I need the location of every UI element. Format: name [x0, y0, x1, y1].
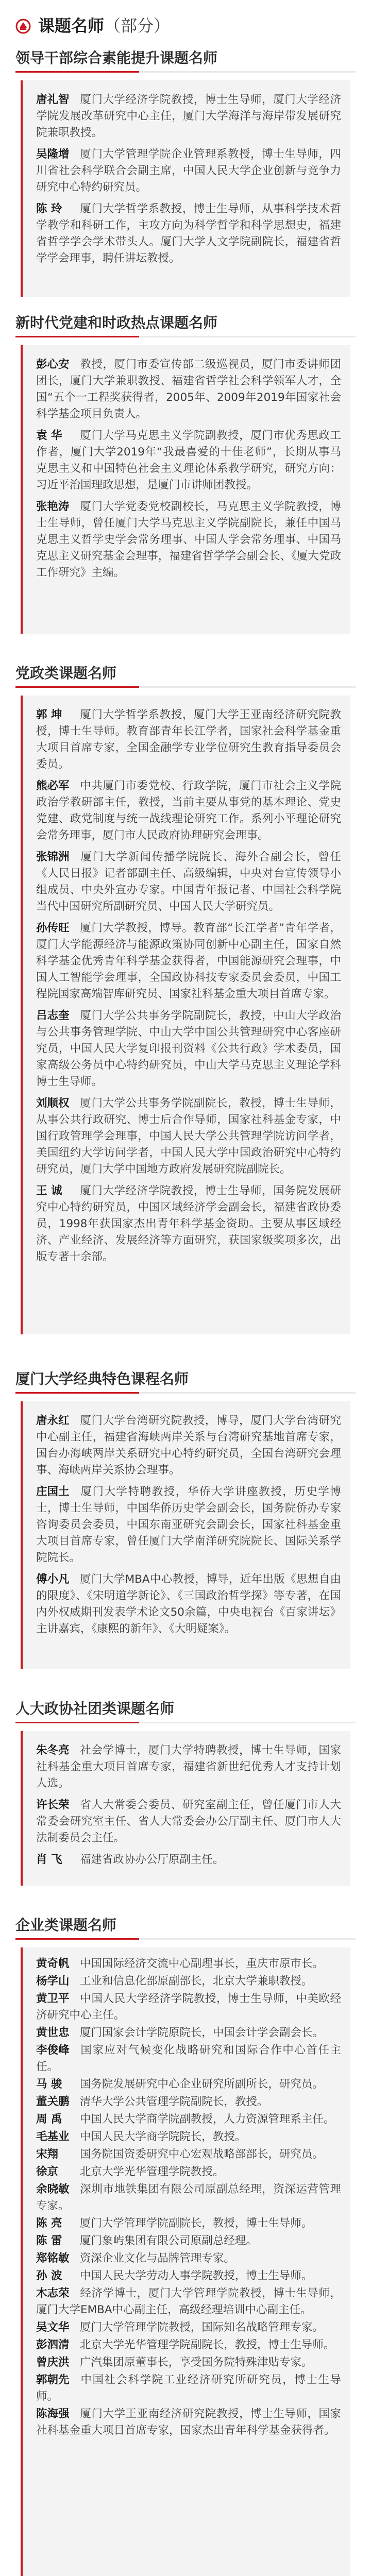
list-item — [36, 1991, 341, 2024]
entry-name: 李俊峰 — [36, 2044, 70, 2057]
entry-desc: 厦门大学党委党校副校长，马克思主义学院教授，博士生导师，曾任厦门大学马克思主义学院副院长，兼任中国马克思主义哲学史学会常务理事、中国人学会常务理事、中国马克思主义研究基金会理事，福建省哲学学会副会长、《厦大党政工作研究》主编。 — [36, 500, 341, 579]
section-rule — [15, 1938, 356, 1940]
entry-desc: 厦门大学管理学院副院长，教授，博士生导师。 — [79, 2217, 313, 2230]
entry-name: 曾庆洪 — [36, 2356, 70, 2369]
section-rule — [15, 71, 356, 73]
list-item — [36, 2406, 341, 2439]
section-rule — [15, 1392, 356, 1394]
section-party-building — [0, 314, 371, 634]
entry-desc: 厦门象屿集团有限公司原副总经理。 — [79, 2234, 257, 2247]
entry-name: 杨学山 — [36, 1975, 70, 1988]
entry-name: 陈 亮 — [36, 2217, 62, 2230]
section-title: 人大政协社团类课题名师 — [15, 1700, 175, 1717]
entry-desc: 北京大学光华管理学院教授。 — [79, 2165, 224, 2178]
list-item — [36, 92, 341, 141]
section-rule — [15, 1722, 356, 1723]
entry-name: 郭朝先 — [36, 2374, 70, 2386]
entry-name: 吴隆增 — [36, 148, 70, 161]
list-item — [36, 920, 341, 1003]
list-item — [36, 357, 341, 422]
section-xmu-courses — [0, 1370, 371, 1669]
entry-list — [36, 357, 341, 586]
entry-name: 木志荣 — [36, 2287, 70, 2300]
entry-desc: 厦门大学台湾研究院教授，博导，厦门大学台湾研究中心副主任，福建省海峡两岸关系与台湾研究基地首席专家，国台办海峡两岸关系研究中心特约研究员，全国台湾研究会理事、海峡两岸关系协会理事。 — [36, 1414, 341, 1477]
list-item — [36, 2094, 341, 2110]
list-item — [36, 2268, 341, 2284]
section-panel — [21, 1731, 350, 1886]
entry-name: 陈 玲 — [36, 202, 62, 215]
list-item — [36, 2250, 341, 2267]
list-item — [36, 778, 341, 844]
section-title: 厦门大学经典特色课程名师 — [15, 1370, 189, 1387]
section-panel — [21, 1401, 350, 1669]
section-title: 企业类课题名师 — [15, 1917, 117, 1934]
list-item — [36, 1484, 341, 1566]
list-item — [36, 2285, 341, 2318]
list-item — [36, 2164, 341, 2180]
entry-name: 王 诚 — [36, 1184, 62, 1197]
entry-name: 熊必军 — [36, 779, 70, 792]
list-item — [36, 2181, 341, 2214]
section-panel — [21, 80, 350, 297]
entry-name: 孙 波 — [36, 2269, 62, 2282]
list-item — [36, 428, 341, 494]
entry-desc: 教授，厦门市委宣传部二级巡视员，厦门市委讲师团团长，厦门大学兼职教授、福建省哲学社会科学领军人才，全国“五个一工程奖获得者，2005年、2009年2019年国家社会科学基金项目负责人。 — [36, 358, 341, 420]
entry-name: 徐京 — [36, 2165, 59, 2178]
entry-desc: 社会学博士，厦门大学特聘教授，博士生导师，国家社科基金重大项目首席专家，福建省新世纪优秀人才支持计划人选。 — [36, 1744, 341, 1790]
page-title — [38, 15, 170, 36]
list-item — [36, 1956, 341, 1972]
entry-name: 吴文华 — [36, 2321, 70, 2334]
list-item — [36, 2076, 341, 2093]
entry-desc: 中国人民大学经济学院教授，博士生导师，中美欧经济研究中心主任。 — [36, 1992, 341, 2022]
entry-desc: 工业和信息化部原副部长，北京大学兼职教授。 — [79, 1975, 313, 1988]
entry-name: 余晓敏 — [36, 2183, 70, 2196]
entry-desc: 国家应对气候变化战略研究和国际合作中心首任主任。 — [36, 2044, 341, 2073]
entry-desc: 厦门大学经济学院教授，博士生导师，厦门大学经济学院发展改革研究中心主任，厦门大学海洋与海岸带发展研究院兼职教授。 — [36, 93, 341, 139]
entry-list — [36, 92, 341, 272]
entry-name: 董关鹏 — [36, 2095, 70, 2108]
section-panel — [21, 1947, 350, 2576]
entry-name: 黄奇帆 — [36, 1957, 70, 1970]
list-item — [36, 2215, 341, 2232]
section-title: 领导干部综合素能提升课题名师 — [15, 49, 218, 66]
entry-desc: 中国国际经济交流中心副理事长，重庆市原市长。 — [79, 1957, 324, 1970]
entry-desc: 省人大常委会委员、研究室副主任，曾任厦门市人大常委会研究室主任、省人大常委会办公厅副主任、厦门市人大法制委员会主任。 — [36, 1799, 341, 1844]
entry-desc: 中国社会科学院工业经济研究所研究员，博士生导师。 — [36, 2374, 341, 2403]
section-title: 党政类课题名师 — [15, 665, 117, 682]
page-title-main: 课题名师 — [38, 16, 105, 36]
entry-name: 郭 坤 — [36, 708, 62, 721]
list-item — [36, 1413, 341, 1479]
list-item — [36, 1008, 341, 1090]
list-item — [36, 2025, 341, 2041]
list-item — [36, 1797, 341, 1846]
entry-desc: 厦门大学MBA中心教授，博导，近年出版《思想自由的限度》、《宋明道学新论》、《三国政治哲学探》等专著，在国内外权威期刊发表学术论文50余篇，中央电视台《百家讲坛》主讲嘉宾，《康熙的新年》、《大明疑案》。 — [36, 1573, 341, 1635]
entry-desc: 清华大学公共管理学院副院长，教授。 — [79, 2095, 268, 2108]
entry-desc: 厦门大学特聘教授，华侨大学讲座教授，历史学博士，博士生导师，中国华侨历史学会副会长，国务院侨办专家咨询委员会委员，中国东南亚研究会副会长，国家社科基金重大项目首席专家，曾任厦门大学南洋研究院院长、国际关系学院院长。 — [36, 1485, 341, 1564]
section-leadership — [0, 49, 371, 307]
list-item — [36, 2233, 341, 2249]
entry-desc: 厦门大学管理学院教授，国际知名战略管理专家。 — [79, 2321, 324, 2334]
entry-name: 孙传旺 — [36, 922, 70, 935]
entry-name: 周 禹 — [36, 2113, 62, 2126]
list-item — [36, 1742, 341, 1792]
list-item — [36, 201, 341, 267]
list-item — [36, 707, 341, 773]
entry-desc: 中国人民大学劳动人事学院教授，博士生导师。 — [79, 2269, 313, 2282]
entry-desc: 厦门大学公共事务学院副院长，教授，博士生导师，从事公共行政研究、博士后合作导师，国家社科基金专家，中国行政管理学会理事，中国人民大学公共管理学院访问学者，美国纽约大学访问学者，中国人民大学中国政治研究中心特约研究员，厦门大学中国地方政府发展研究院副院长。 — [36, 1097, 341, 1176]
entry-desc: 厦门大学马克思主义学院副教授，厦门市优秀思政工作者，厦门大学2019年“我最喜爱的十佳老师”，长期从事马克思主义和中国特色社会主义理论体系教学研究，研究方向：习近平治国理政思想，是厦门市讲师团教授。 — [36, 429, 341, 492]
logo-mark-icon — [15, 19, 31, 34]
section-rule — [15, 686, 356, 688]
entry-name: 唐永红 — [36, 1414, 70, 1427]
entry-name: 许长荣 — [36, 1799, 70, 1811]
entry-desc: 福建省政协办公厅原副主任。 — [79, 1853, 224, 1866]
entry-desc: 国务院国资委研究中心宏观战略部部长，研究员。 — [79, 2148, 324, 2161]
entry-name: 郑铭敏 — [36, 2252, 70, 2265]
section-party-government — [0, 665, 371, 1334]
entry-desc: 深圳市地铁集团有限公司原副总经理，资深运营管理专家。 — [36, 2183, 341, 2212]
list-item — [36, 2319, 341, 2336]
list-item — [36, 1852, 341, 1868]
entry-desc: 国务院发展研究中心企业研究所副所长，研究员。 — [79, 2078, 324, 2091]
list-item — [36, 2042, 341, 2075]
entry-desc: 厦门国家会计学院原院长，中国会计学会副会长。 — [79, 2026, 324, 2039]
list-item — [36, 1973, 341, 1990]
list-item — [36, 2337, 341, 2353]
list-item — [36, 2354, 341, 2371]
list-item — [36, 1095, 341, 1178]
entry-name: 张锦洲 — [36, 851, 70, 863]
entry-list — [36, 1742, 341, 1873]
entry-name: 陈 雷 — [36, 2234, 62, 2247]
entry-name: 张艳涛 — [36, 500, 70, 513]
entry-name: 宋翔 — [36, 2148, 59, 2161]
entry-name: 黄世忠 — [36, 2026, 70, 2039]
entry-desc: 北京大学光华管理学院副院长，教授，博士生导师。 — [79, 2338, 335, 2351]
list-item — [36, 2146, 341, 2163]
entry-name: 黄卫平 — [36, 1992, 70, 2005]
entry-name: 袁 华 — [36, 429, 62, 442]
entry-list — [36, 1956, 341, 2440]
entry-desc: 厦门大学王亚南经济研究院教授，博士生导师，国家社科基金重大项目首席专家，国家杰出青年科学基金获得者。 — [36, 2408, 341, 2437]
entry-list — [36, 1413, 341, 1642]
section-panel — [21, 345, 350, 634]
entry-list — [36, 707, 341, 1270]
page-title-sub: （部分） — [104, 16, 171, 36]
page-header — [0, 0, 371, 57]
entry-name: 庄国土 — [36, 1485, 70, 1498]
entry-desc: 厦门大学教授，博导。教育部“长江学者”青年学者，厦门大学能源经济与能源政策协同创新中心副主任，国家自然科学基金优秀青年科学基金获得者，中国能源研究会理事，中国人工智能学会理事，全国政协科技专家委员会委员，中国工程院国家高端智库研究员、国家社科基金重大项目首席专家。 — [36, 922, 342, 1001]
entry-desc: 中国人民大学商学院院长，教授。 — [79, 2130, 246, 2143]
section-panel — [21, 696, 350, 1334]
list-item — [36, 2372, 341, 2405]
entry-desc: 中共厦门市委党校、行政学院，厦门市社会主义学院政治学教研部主任，教授，当前主要从事党的基本理论、党史党建、政党制度与统一战线理论研究工作。系列小平理论研究会常务理事，厦门市人民政府协理研究会理事。 — [36, 779, 341, 842]
list-item — [36, 2111, 341, 2128]
entry-desc: 资深企业文化与品牌管理专家。 — [79, 2252, 235, 2265]
entry-desc: 厦门大学新闻传播学院院长、海外合副会长，曾任《人民日报》记者部副主任、高级编辑，中央对台宣传领导小组成员、中央外宣办专家。中国青年报记者、中国社会科学院当代中国研究所副研究员、中国人民大学研究员。 — [36, 851, 341, 913]
entry-desc: 广汽集团原董事长，享受国务院特殊津贴专家。 — [79, 2356, 313, 2369]
list-item — [36, 2129, 341, 2145]
section-title: 新时代党建和时政热点课题名师 — [15, 314, 218, 331]
list-item — [36, 146, 341, 196]
section-enterprise — [0, 1917, 371, 2576]
list-item — [36, 499, 341, 581]
entry-desc: 厦门大学管理学院企业管理系教授，博士生导师，四川省社会科学联合会副主席，中国人民大学企业创新与竞争力研究中心特约研究员。 — [36, 148, 341, 194]
entry-desc: 厦门大学哲学系教授，厦门大学王亚南经济研究院教授，博士生导师。教育部青年长江学者，国家社会科学基金重大项目首席专家，全国金融学专业学位研究生教育指导委员会委员。 — [36, 708, 341, 771]
entry-name: 傅小凡 — [36, 1573, 70, 1586]
entry-desc: 中国人民大学商学院副教授，人力资源管理系主任。 — [79, 2113, 335, 2126]
section-npc-cppcc — [0, 1700, 371, 1886]
section-rule — [15, 336, 356, 337]
list-item — [36, 849, 341, 915]
entry-name: 彭泗清 — [36, 2338, 70, 2351]
entry-name: 吕志奎 — [36, 1009, 70, 1022]
entry-name: 彭心安 — [36, 358, 70, 371]
list-item — [36, 1183, 341, 1265]
entry-name: 陈海强 — [36, 2408, 70, 2420]
entry-name: 刘顺权 — [36, 1097, 70, 1110]
entry-desc: 厦门大学哲学系教授，博士生导师，从事科学技术哲学教学和科研工作，主攻方向为科学哲学和科学思想史，福建省哲学学会学术带头人。厦门大学人文学院副院长，福建省哲学学会理事，聘任讲坛教授。 — [36, 202, 341, 265]
entry-desc: 经济学博士，厦门大学管理学院教授，博士生导师，厦门大学EMBA中心副主任，高级经理培训中心副主任。 — [36, 2287, 341, 2316]
entry-name: 马 骏 — [36, 2078, 62, 2091]
entry-name: 肖 飞 — [36, 1853, 62, 1866]
entry-desc: 厦门大学公共事务学院副院长，教授，中山大学政治与公共事务管理学院、中山大学中国公共管理研究中心客座研究员，中国人民大学复印报刊资料《公共行政》学术委员，国家高级公务员中心特约研究员，中山大学马克思主义理论学科博士生导师。 — [36, 1009, 341, 1088]
list-item — [36, 1571, 341, 1637]
entry-name: 毛基业 — [36, 2130, 70, 2143]
entry-name: 朱冬亮 — [36, 1744, 70, 1757]
entry-desc: 厦门大学经济学院教授，博士生导师，国务院发展研究中心特约研究员，中国区域经济学会副会长，福建省政协委员，1998年获国家杰出青年科学基金资助。主要从事区域经济、产业经济、发展经济等方面研究，获国家级奖项多次，出版专著十余部。 — [36, 1184, 341, 1263]
entry-name: 唐礼智 — [36, 93, 70, 106]
